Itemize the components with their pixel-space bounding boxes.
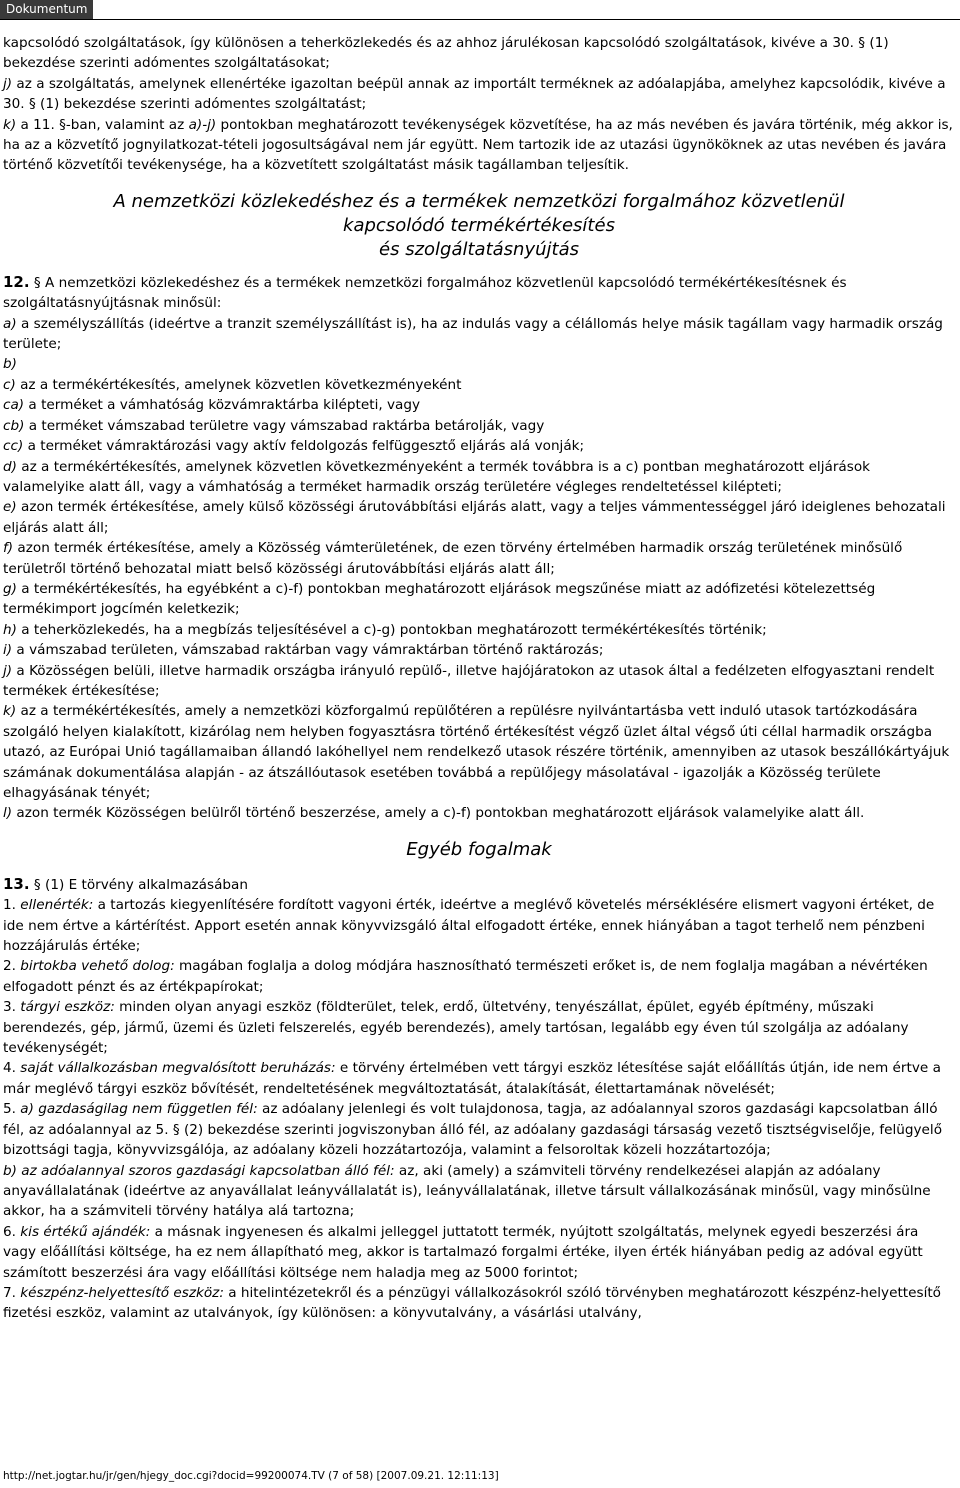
document-tab[interactable]: Dokumentum xyxy=(0,0,93,19)
definition-term: készpénz-helyettesítő eszköz: xyxy=(20,1284,224,1301)
window-titlebar xyxy=(0,0,960,20)
item-text: az a termékértékesítés, amelynek közvetlen következményeként a termék továbbra is a c) pontban meghatározott eljárások valamelyike alatt áll, vagy a vámhatóság a terméket harmadik ország területére végleges rendeltetéssel kilépteti; xyxy=(3,458,871,495)
item-label: cb) xyxy=(3,417,25,434)
definition-term: saját vállalkozásban megvalósított beruházás: xyxy=(20,1060,336,1077)
list-item xyxy=(3,314,955,355)
definition-term: tárgyi eszköz: xyxy=(20,999,115,1016)
definition-item xyxy=(3,1222,955,1283)
definition-text: a hitelintézetekről és a pénzügyi vállalkozásokról szóló törvényben meghatározott készpénz-helyettesítő fizetési eszköz, valamint az utalványok, így különösen: a könyvutalvány, a vásárlási utalvány, xyxy=(3,1284,941,1322)
definition-item xyxy=(3,1283,955,1324)
list-item xyxy=(3,661,955,702)
definition-text: minden olyan anyagi eszköz (földterület, telek, erdő, ültetvény, tenyészállat, épület, egyéb építmény, műszaki berendezés, gép, jármű, üzemi és üzleti felszerelés, egyéb berendezés), amely tartósan, legalább egy éven túl szolgálja az adóalany tevékenységét; xyxy=(3,999,909,1057)
item-label: c) xyxy=(3,376,16,393)
definition-number: 3. xyxy=(3,999,21,1016)
item-text: a Közösségen belüli, illetve harmadik országba irányuló repülő-, illetve hajójáratokon az utasok által a fedélzeten elfogyasztani rendelt termékek értékesítése; xyxy=(3,662,935,699)
list-item xyxy=(3,579,955,620)
definition-text: az adóalany jelenlegi és volt tulajdonosa, tagja, az adóalannyal szoros gazdasági kapcsolatban álló fél, az adóalannyal az 5. § (2) bekezdése szerinti jogviszonyban álló fél, az adóalany gazdasági társaság vezető tisztségviselője, felügyelő bizottsági tagja, könyvvizsgálója, az adóalany közeli hozzátartozója, valamint a felsoroltak közeli hozzátartozója; xyxy=(3,1101,943,1159)
paragraph-13-intro xyxy=(3,874,955,895)
section-heading-line: kapcsolódó termékértékesítés xyxy=(343,214,615,236)
definition-number: 6. xyxy=(3,1223,21,1240)
section-heading xyxy=(3,190,955,262)
paragraph-12-list xyxy=(3,314,955,824)
item-text-cont: pontokban meghatározott tevékenységek közvetítése, ha az más nevében és javára történik, még akkor is, ha az a közvetítő jognyilatkozat-tételi jogosultságával nem jár együtt. Nem tartozik ide az utazási ügynököknek az utas nevében és javára történő közvetítői tevékenysége, ha a közvetített szolgáltatást másik tagállamban teljesítik. xyxy=(3,116,953,174)
item-label: d) xyxy=(3,458,17,475)
item-text: azon termék Közösségen belülről történő beszerzése, amely a c)-f) pontokban meghatározott eljárások valamelyike alatt áll. xyxy=(12,805,865,822)
item-text: a termékértékesítés, ha egyébként a c)-f) pontokban meghatározott eljárások megszűnése miatt az adófizetési kötelezettség termékimport jogcímén keletkezik; xyxy=(3,580,876,618)
item-label: k) xyxy=(3,703,17,720)
item-text: azon termék értékesítése, amely a Közösség vámterületének, de ezen törvény értelmében harmadik ország területének minősülő területről történő behozatal miatt belső közösségi árutovábbítási eljárás alatt áll; xyxy=(3,540,903,577)
item-text: a vámszabad területen, vámszabad raktárban vagy vámraktárban történő raktározás; xyxy=(12,642,604,659)
list-item-j xyxy=(3,74,955,115)
item-text: a terméket vámszabad területre vagy vámszabad raktárba betárolják, vagy xyxy=(24,417,545,434)
page-footer-url: http://net.jogtar.hu/jr/gen/hjegy_doc.cgi?docid=99200074.TV (7 of 58) [2007.09.21. 12:11:13] xyxy=(3,1470,499,1482)
paragraph-12-intro xyxy=(3,272,955,314)
item-label: l) xyxy=(3,805,13,822)
item-ref: a)-j) xyxy=(188,116,217,133)
item-label: f) xyxy=(3,540,14,557)
definition-term: ellenérték: xyxy=(20,897,94,914)
item-label: ca) xyxy=(3,397,25,414)
list-item-k xyxy=(3,115,955,176)
definition-item xyxy=(3,895,955,956)
definition-number: 7. xyxy=(3,1284,21,1301)
list-item xyxy=(3,436,955,456)
section-heading-other-terms: Egyéb fogalmak xyxy=(406,838,552,860)
item-label: j) xyxy=(3,75,13,92)
list-item xyxy=(3,538,955,579)
definition-item xyxy=(3,1161,955,1222)
list-item xyxy=(3,375,955,395)
item-text: a 11. §-ban, valamint az xyxy=(16,116,189,133)
item-label: j) xyxy=(3,662,13,679)
definition-text: a tartozás kiegyenlítésére fordított vagyoni érték, ideértve a meglévő követelés mérséklésére elismert vagyoni értéket, de ide nem értve a kártérítést. Apport esetén annak könyvvizsgáló által elfogadott értéke, ennek hiányában a tagot terhelő nem pénzbeni hozzájárulás értéke; xyxy=(3,897,935,955)
paragraph-continuation: kapcsolódó szolgáltatások, így különösen a teherközlekedés és az ahhoz járulékosan kapcsolódó szolgáltatások, kivéve a 30. § (1) bekezdése szerinti adómentes szolgáltatásokat; xyxy=(3,35,889,72)
paragraph-text: § (1) E törvény alkalmazásában xyxy=(29,876,249,893)
definition-item xyxy=(3,997,955,1058)
definition-text: magában foglalja a dolog módjára hasznosítható természeti erőket is, de nem foglalja magában a névértéken elfogadott pénzt és az értékpapírokat; xyxy=(3,958,928,995)
definition-number: 5. xyxy=(3,1101,21,1118)
item-text: a terméket vámraktározási vagy aktív feldolgozás felfüggesztő eljárás alá vonják; xyxy=(23,438,585,455)
paragraph-number: 12. xyxy=(3,272,30,291)
document-body xyxy=(3,33,955,1324)
definition-term: a) gazdaságilag nem független fél: xyxy=(20,1101,258,1118)
definition-number: 4. xyxy=(3,1060,21,1077)
item-text: a személyszállítás (ideértve a tranzit személyszállítást is), ha az indulás vagy a célállomás helye másik tagállam vagy harmadik ország területe; xyxy=(3,315,943,353)
section-heading-line: A nemzetközi közlekedéshez és a termékek nemzetközi forgalmához közvetlenül xyxy=(113,190,845,212)
item-label: cc) xyxy=(3,438,24,455)
item-text: a teherközlekedés, ha a megbízás teljesítésével a c)-g) pontokban meghatározott termékértékesítés történik; xyxy=(16,621,767,638)
item-text: az a termékértékesítés, amely a nemzetközi közforgalmú repülőtéren a repülésre nyilvántartásba vett induló utasok tartózkodására szolgáló helyen kialakított, kizárólag nem helyben fogyasztásra történő értékesítést végző üzlet által végső úti céllal harmadik országba utazó, az Európai Unió tagállamaiban állandó lakóhellyel nem rendelkező utasok részére történik, amennyiben az utasok beszállókártyájuk számának dokumentálása alapján - az átszállóutasok esetében továbbá a repülőjegy másolatával - igazolják a Közösség területe elhagyásának tényét; xyxy=(3,703,950,801)
list-item xyxy=(3,457,955,498)
list-item xyxy=(3,620,955,640)
item-label: i) xyxy=(3,642,13,659)
definition-text: e törvény értelmében vett tárgyi eszköz létesítése saját előállítás útján, ide nem értve a már meglévő tárgyi eszköz bővítését, rendeltetésének megváltoztatását, átalakítását, élettartamának növelését; xyxy=(3,1060,941,1097)
list-item xyxy=(3,701,955,803)
list-item xyxy=(3,497,955,538)
list-item xyxy=(3,640,955,660)
item-text: az a termékértékesítés, amelynek közvetlen következményeként xyxy=(15,376,462,393)
item-label: b) xyxy=(3,356,17,373)
item-text: azon termék értékesítése, amely külső közösségi árutovábbítási eljárás alatt, vagy a teljes vámmentességgel járó ideiglenes behozatali eljárás alatt áll; xyxy=(3,499,946,536)
paragraph-number: 13. xyxy=(3,874,30,893)
item-text: a terméket a vámhatóság közvámraktárba kilépteti, vagy xyxy=(24,397,421,414)
item-label: k) xyxy=(3,116,17,133)
item-label: h) xyxy=(3,621,17,638)
list-item xyxy=(3,416,955,436)
list-item xyxy=(3,803,955,823)
item-label: a) xyxy=(3,315,17,332)
list-item xyxy=(3,354,955,374)
paragraph-text: § A nemzetközi közlekedéshez és a termékek nemzetközi forgalmához közvetlenül kapcsolódó termékértékesítésnek és szolgáltatásnyújtásnak minősül: xyxy=(3,274,847,312)
definition-number: 1. xyxy=(3,897,21,914)
definition-term: kis értékű ajándék: xyxy=(20,1223,151,1240)
item-label: e) xyxy=(3,499,17,516)
definition-item xyxy=(3,956,955,997)
item-label: g) xyxy=(3,580,17,597)
definition-number: 2. xyxy=(3,958,21,975)
definition-term: b) az adóalannyal szoros gazdasági kapcsolatban álló fél: xyxy=(3,1162,395,1179)
definition-text: az, aki (amely) a számviteli törvény rendelkezései alapján az adóalany anyavállalatának (ideértve az anyavállalat leányvállalatát is), leányvállalatának, illetve társult vállalkozásának minősül, vagy minősülne akkor, ha a számviteli törvény hatálya alá tartozna; xyxy=(3,1162,931,1220)
section-heading-line: és szolgáltatásnyújtás xyxy=(379,238,579,260)
list-item xyxy=(3,395,955,415)
item-text: az a szolgáltatás, amelynek ellenértéke igazoltan beépül annak az importált terméknek az adóalapjába, amelyhez kapcsolódik, kivéve a 30. § (1) bekezdése szerinti adómentes szolgáltatást; xyxy=(3,75,946,113)
definition-item xyxy=(3,1099,955,1160)
definition-term: birtokba vehető dolog: xyxy=(20,958,175,975)
paragraph-13-definitions xyxy=(3,895,955,1324)
definition-item xyxy=(3,1058,955,1099)
definition-text: a másnak ingyenesen és alkalmi jelleggel juttatott termék, nyújtott szolgáltatás, melynek egyedi beszerzési ára vagy előállítási költsége, ha ez nem állapítható meg, akkor is tartalmazó forgalmi értéke, ilyen érték hiányában pedig az adóval együtt számított beszerzési ára vagy előállítási költsége nem haladja meg az 5000 forintot; xyxy=(3,1223,923,1281)
